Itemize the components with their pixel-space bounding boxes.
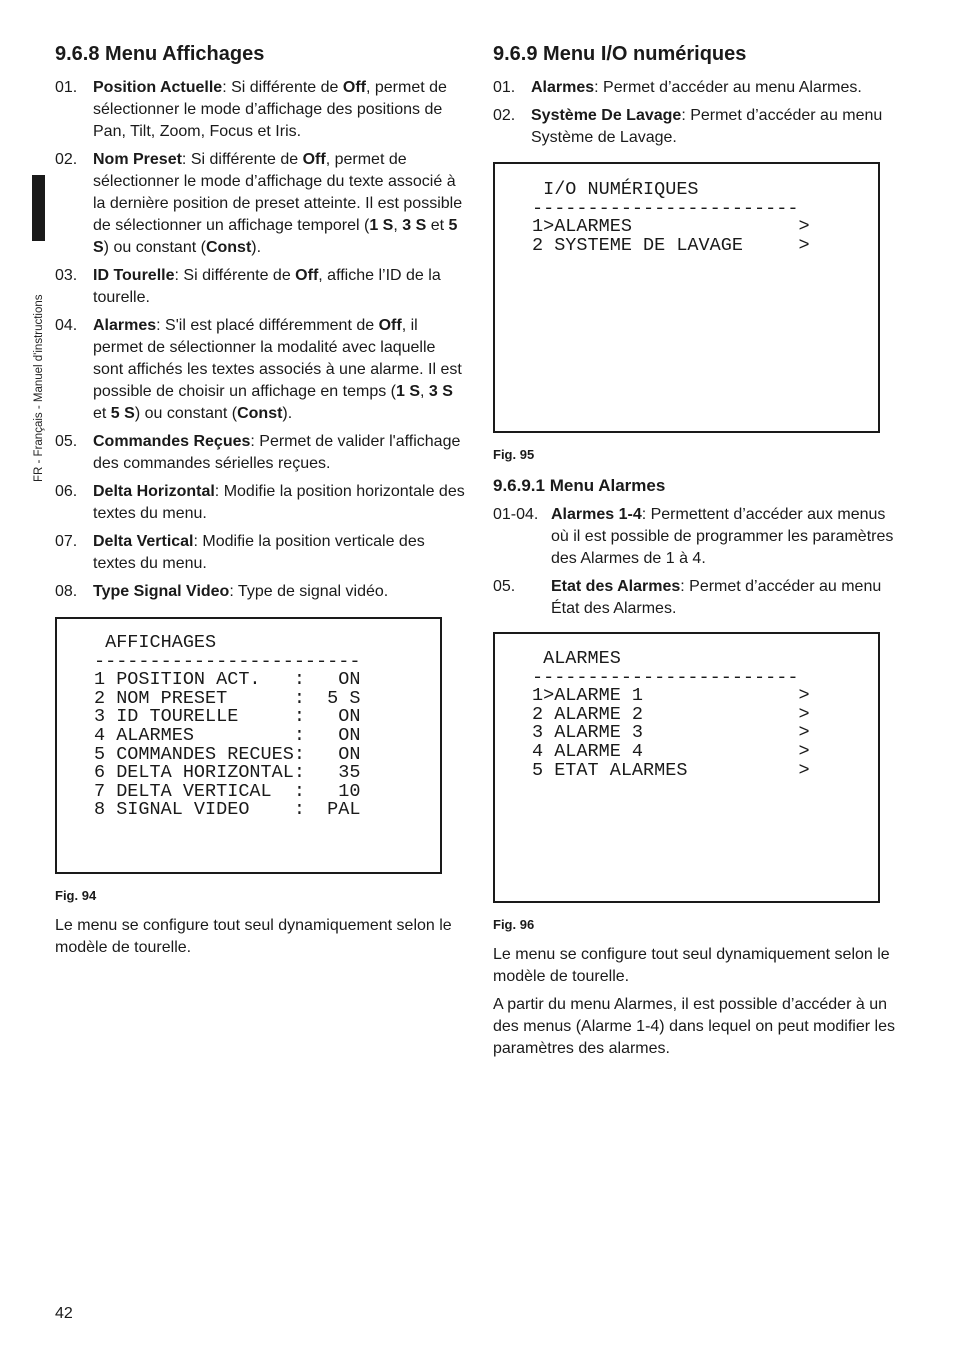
body-note: Le menu se configure tout seul dynamiquement selon le modèle de tourelle. <box>493 946 890 985</box>
item-number: 06. <box>55 483 78 500</box>
list-item <box>493 504 903 570</box>
item-text: Type Signal Video: Type de signal vidéo. <box>93 583 389 600</box>
item-number: 01. <box>493 79 516 96</box>
screen-text: AFFICHAGES ------------------------ 1 POSITION ACT. : ON 2 NOM PRESET : 5 S 3 ID TOURELLE : ON 4 ALARMES : ON 5 COMMANDES RECUES: ON 6 DELTA HORIZONTAL: 35 7 DELTA VERTICAL : 10 8 SIGNAL VIDEO : PAL <box>94 632 361 821</box>
body-note: A partir du menu Alarmes, il est possible d’accéder à un des menus (Alarme 1-4) dans lequel on peut modifier les paramètres des alarmes. <box>493 996 895 1057</box>
item-term: Système De Lavage <box>531 107 682 124</box>
section-title-affichages: 9.6.8 Menu Affichages <box>55 43 265 65</box>
screen-text: I/O NUMÉRIQUES ------------------------ 1>ALARMES > 2 SYSTEME DE LAVAGE > <box>532 179 810 256</box>
item-number: 02. <box>55 151 78 168</box>
item-number: 02. <box>493 107 516 124</box>
list-item <box>55 149 465 259</box>
item-term: Alarmes <box>93 317 157 334</box>
list-item <box>55 431 465 475</box>
body-note: Le menu se configure tout seul dynamiquement selon le modèle de tourelle. <box>55 917 452 956</box>
list-item <box>55 265 465 309</box>
io-item-list <box>493 77 903 149</box>
item-term: Nom Preset <box>93 151 182 168</box>
item-term: Delta Horizontal <box>93 483 215 500</box>
item-number: 01. <box>55 79 78 96</box>
section-title-io-numeriques: 9.6.9 Menu I/O numériques <box>493 43 747 65</box>
item-text: Etat des Alarmes: Permet d’accéder au menu État des Alarmes. <box>551 578 882 617</box>
item-text: Position Actuelle: Si différente de Off, permet de sélectionner le mode d’affichage des positions de Pan, Tilt, Zoom, Focus et Iris. <box>93 79 447 140</box>
item-text: Système De Lavage: Permet d’accéder au menu Système de Lavage. <box>531 107 883 146</box>
item-text: Alarmes: S'il est placé différemment de Off, il permet de sélectionner la modalité avec laquelle sont affichés les textes associés à une alarme. Il est possible de choisir un affichage en temps (1 S, 3 S et 5 S) ou constant (Const). <box>93 317 462 422</box>
item-text: Delta Horizontal: Modifie la position horizontale des textes du menu. <box>93 483 465 522</box>
item-term: Etat des Alarmes <box>551 578 681 595</box>
item-term: Delta Vertical <box>93 533 194 550</box>
alarmes-screen <box>493 632 880 903</box>
item-term: Position Actuelle <box>93 79 223 96</box>
right-column <box>493 40 903 1066</box>
subsection-title-menu-alarmes: 9.6.9.1 Menu Alarmes <box>493 476 666 495</box>
affichages-item-list <box>55 77 465 603</box>
item-text: Nom Preset: Si différente de Off, permet de sélectionner le mode d’affichage du texte associé à la dernière position de preset atteinte. Il est possible de sélectionner un affichage temporel (1 S, 3 S et 5 S) ou constant (Const). <box>93 151 463 256</box>
item-number: 07. <box>55 533 78 550</box>
left-column <box>55 40 465 965</box>
figure-label: Fig. 94 <box>55 888 97 903</box>
list-item <box>55 315 465 425</box>
io-numeriques-screen <box>493 162 880 433</box>
figure-label: Fig. 95 <box>493 447 535 462</box>
side-tab-marker <box>32 175 45 241</box>
list-item <box>493 576 903 620</box>
side-language-label: FR - Français - Manuel d'instructions <box>33 294 45 482</box>
item-text: Alarmes: Permet d’accéder au menu Alarmes. <box>531 79 862 96</box>
item-term: Type Signal Video <box>93 583 230 600</box>
item-text: Alarmes 1-4: Permettent d’accéder aux menus où il est possible de programmer les paramètres des Alarmes de 1 à 4. <box>551 506 894 567</box>
item-term: Alarmes <box>531 79 595 96</box>
affichages-screen <box>55 617 442 874</box>
item-term: Commandes Reçues <box>93 433 251 450</box>
list-item <box>493 77 903 99</box>
item-number: 01-04. <box>493 506 539 523</box>
list-item <box>55 531 465 575</box>
item-text: ID Tourelle: Si différente de Off, affiche l’ID de la tourelle. <box>93 267 441 306</box>
item-number: 08. <box>55 583 78 600</box>
item-number: 05. <box>493 578 516 595</box>
item-term: Alarmes 1-4 <box>551 506 642 523</box>
alarmes-item-list <box>493 504 903 620</box>
screen-text: ALARMES ------------------------ 1>ALARME 1 > 2 ALARME 2 > 3 ALARME 3 > 4 ALARME 4 > 5 ETAT ALARMES > <box>532 648 810 781</box>
list-item <box>55 77 465 143</box>
item-text: Commandes Reçues: Permet de valider l'affichage des commandes sérielles reçues. <box>93 433 461 472</box>
list-item <box>55 581 465 603</box>
list-item <box>55 481 465 525</box>
page-number: 42 <box>55 1305 73 1322</box>
item-text: Delta Vertical: Modifie la position verticale des textes du menu. <box>93 533 425 572</box>
figure-label: Fig. 96 <box>493 917 535 932</box>
list-item <box>493 105 903 149</box>
item-number: 05. <box>55 433 78 450</box>
item-number: 04. <box>55 317 78 334</box>
item-term: ID Tourelle <box>93 267 175 284</box>
item-number: 03. <box>55 267 78 284</box>
